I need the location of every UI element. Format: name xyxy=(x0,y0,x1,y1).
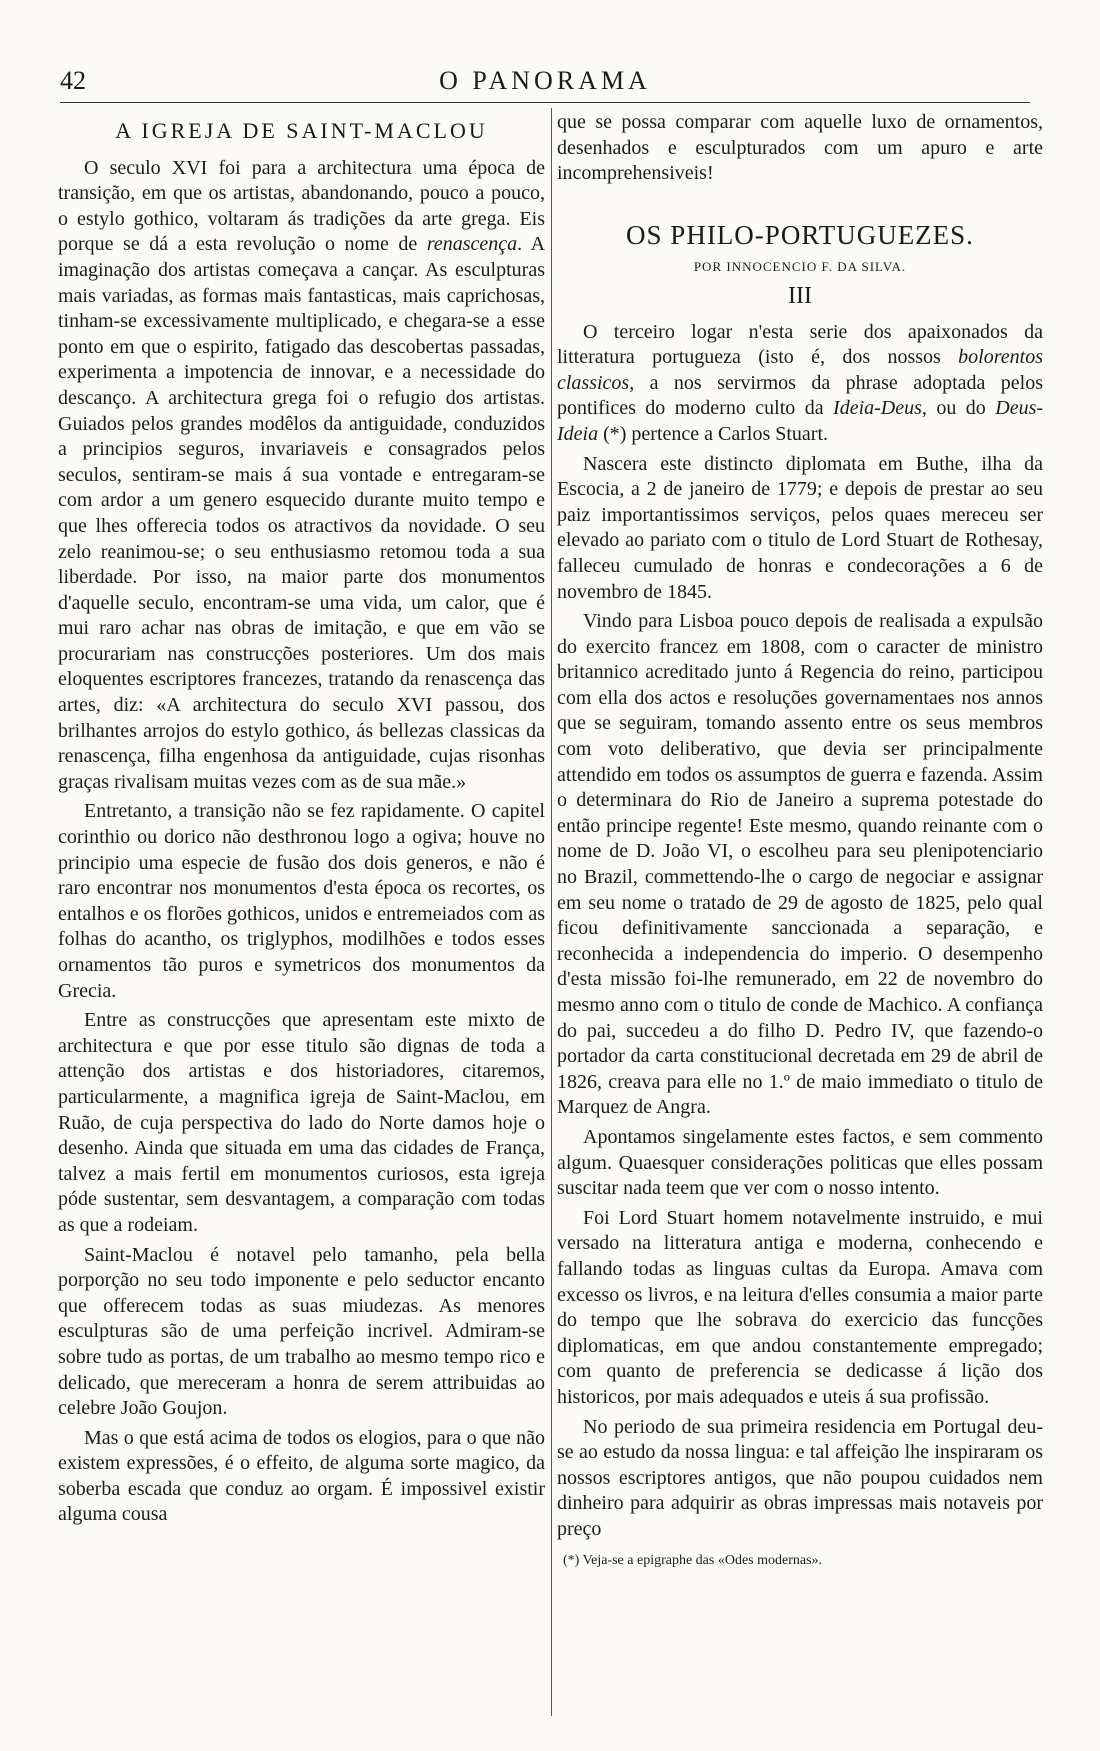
paragraph: Vindo para Lisboa pouco depois de realisada a expulsão do exercito francez em 1808, com o caracter de ministro britannico acreditado junto á Regencia do reino, participou com ella dos actos e resoluções governamentaes nos annos que se seguiram, tomando assento entre os seus membros com voto deliberativo, que devia ser principalmente attendido em todos os assumptos de guerra e fazenda. Assim o determinara do Rio de Janeiro a suprema potestade do então principe regente! Este mesmo, quando reinante com o nome de D. João VI, o escolheu para seu plenipotenciario no Brazil, commettendo-lhe o cargo de negociar e assignar em seu nome o tratado de 29 de agosto de 1825, pelo qual ficou definitivamente sanccionada a separação, e reconhecida a independencia do imperio. O desempenho d'esta missão foi-lhe remunerado, em 22 de novembro do mesmo anno com o titulo de conde de Machico. A confiança do pai, succedeu a do filho D. Pedro IV, que fazendo-o portador da carta constitucional decretada em 29 de abril de 1826, creava para elle no 1.º de maio immediato o titulo de Marquez de Angra. xyxy=(557,610,1043,1119)
paragraph: Mas o que está acima de todos os elogios, para o que não existem expressões, é o effeito, de alguma sorte magico, da soberba escada que conduz ao orgam. É impossivel existir alguma cousa xyxy=(58,1426,545,1526)
right-column xyxy=(557,110,1043,1570)
text-run: O seculo XVI foi para a architectura uma época de transição, em que os artistas, abandonando, pouco a pouco, o estylo gothico, voltaram ás tradições da arte grega. Eis porque se dá a esta revolução o nome de xyxy=(58,156,545,256)
italic-term: Ideia-Deus xyxy=(833,397,922,420)
paragraph: Entretanto, a transição não se fez rapidamente. O capitel corinthio ou dorico não desthronou logo a ogiva; houve no principio uma especie de fusão dos dois generos, e não é raro encontrar nos monumentos d'esta época os recortes, os entalhos e os florões gothicos, unidos e entremeiados com as folhas do acantho, os triglyphos, modilhões e todos esses ornamentos tão puros e symetricos dos monumentos da Grecia. xyxy=(58,800,545,1002)
italic-term: renascença xyxy=(426,233,518,256)
section-numeral: III xyxy=(788,282,812,309)
paragraph: Saint-Maclou é notavel pelo tamanho, pela bella porporção no seu todo imponente e pelo seductor encanto que offerecem todas as suas miudezas. As menores esculpturas são de uma perfeição incrivel. Admiram-se sobre tudo as portas, de um trabalho ao mesmo tempo rico e delicado, que mereceram a honra de serem attribuidas ao celebre João Goujon. xyxy=(58,1243,545,1420)
author-byline: POR INNOCENCIO F. DA SILVA. xyxy=(693,259,907,275)
page-number: 42 xyxy=(60,66,86,95)
paragraph: Foi Lord Stuart homem notavelmente instruido, e mui versado na litteratura antiga e moderna, conhecendo e fallando todas as linguas cultas da Europa. Amava com excesso os livros, e na leitura d'elles consumia a maior parte do tempo que lhe sobrava do exercicio das funcções diplomaticas, em que andou constantemente empregado; com quanto de preferencia se dedicasse á lição dos historicos, por mais adequados e uteis á sua profissão. xyxy=(557,1206,1043,1408)
article-title-saint-maclou: A IGREJA DE SAINT-MACLOU xyxy=(115,118,488,143)
paragraph: Nascera este distincto diplomata em Buthe, ilha da Escocia, a 2 de janeiro de 1779; e depois de prestar ao seu paiz importantissimos serviços, pelos quaes mereceu ser elevado ao pariato com o titulo de Lord Stuart de Rothesay, falleceu cumulado de honras e condecorações a 6 de novembro de 1845. xyxy=(557,452,1043,603)
paragraph: Apontamos singelamente estes factos, e sem commento algum. Quaesquer considerações politicas que elles possam suscitar nada teem que ver com o nosso intento. xyxy=(557,1125,1043,1200)
paragraph xyxy=(58,156,545,796)
paragraph: No periodo de sua primeira residencia em Portugal deu-se ao estudo da nossa lingua: e tal affeição lhe inspiraram os nossos escriptores antigos, que não poupou cuidados nem dinheiro para adquirir as obras impressas mais notaveis por preço xyxy=(557,1415,1043,1540)
footnote: (*) Veja-se a epigraphe das «Odes modernas». xyxy=(563,1553,823,1569)
text-run: O terceiro logar n'esta serie dos apaixonados da litteratura portugueza (isto é, dos nossos xyxy=(557,320,1043,369)
running-header xyxy=(60,62,1030,103)
paragraph xyxy=(557,320,1043,448)
continued-paragraph: que se possa comparar com aquelle luxo de ornamentos, desenhados e esculpturados com um apuro e arte incomprehensiveis! xyxy=(557,111,1043,185)
column-divider xyxy=(551,108,552,1716)
text-run: (*) pertence a Carlos Stuart. xyxy=(598,422,829,445)
text-run: . A imaginação dos artistas começava a cançar. As esculpturas mais variadas, as formas mais fantasticas, mais caprichosas, tinham-se excessivamente multiplicado, e chegara-se a esse ponto em que o espirito, fatigado das descobertas passadas, experimenta a impotencia de innovar, e a necessidade do descanço. A architectura grega foi o refugio dos artistas. Guiados pelos grandes modêlos da antiguidade, conduzidos a principios seguros, invariaveis e consagrados pelos seculos, sentiram-se mais á sua vontade e entregaram-se com ardor a um genero esquecido durante muito tempo e que lhes offerecia todos os atractivos da novidade. O seu zelo reanimou-se; o seu enthusiasmo retomou toda a sua liberdade. Por isso, na maior parte dos monumentos d'aquelle seculo, encontram-se uma vida, um calor, que é mui raro achar nas obras de imitação, e que em vão se procurariam nas construcções posteriores. Um dos mais eloquentes escriptores francezes, tratando da renascença das artes, diz: «A architectura do seculo XVI passou, dos brilhantes arrojos do estylo gothico, ás bellezas classicas da renascença, filha engenhosa da antiguidade, cujas risonhas graças rivalisam muitas vezes com as de sua mãe.» xyxy=(58,233,546,793)
left-column xyxy=(58,110,545,1528)
journal-title: O PANORAMA xyxy=(439,66,651,95)
text-run: , ou do xyxy=(921,397,996,420)
article-title-philo-portuguezes: OS PHILO-PORTUGUEZES. xyxy=(626,219,974,250)
paragraph: Entre as construcções que apresentam este mixto de architectura e que por esse titulo são dignas de toda a attenção dos artistas e dos historiadores, citaremos, particularmente, a magnifica igreja de Saint-Maclou, em Ruão, de cuja perspectiva do lado do Norte damos hoje o desenho. Ainda que situada em uma das cidades de França, talvez a mais fertil em monumentos curiosos, esta igreja póde sustentar, sem desvantagem, a comparação com todas as que a rodeiam. xyxy=(58,1009,545,1236)
italic-term: bolorentos classicos xyxy=(557,346,1043,394)
italic-term: Deus-Ideia xyxy=(557,397,1044,445)
text-run: , a nos servirmos da phrase adoptada pelos pontifices do moderno culto da xyxy=(557,371,1043,420)
